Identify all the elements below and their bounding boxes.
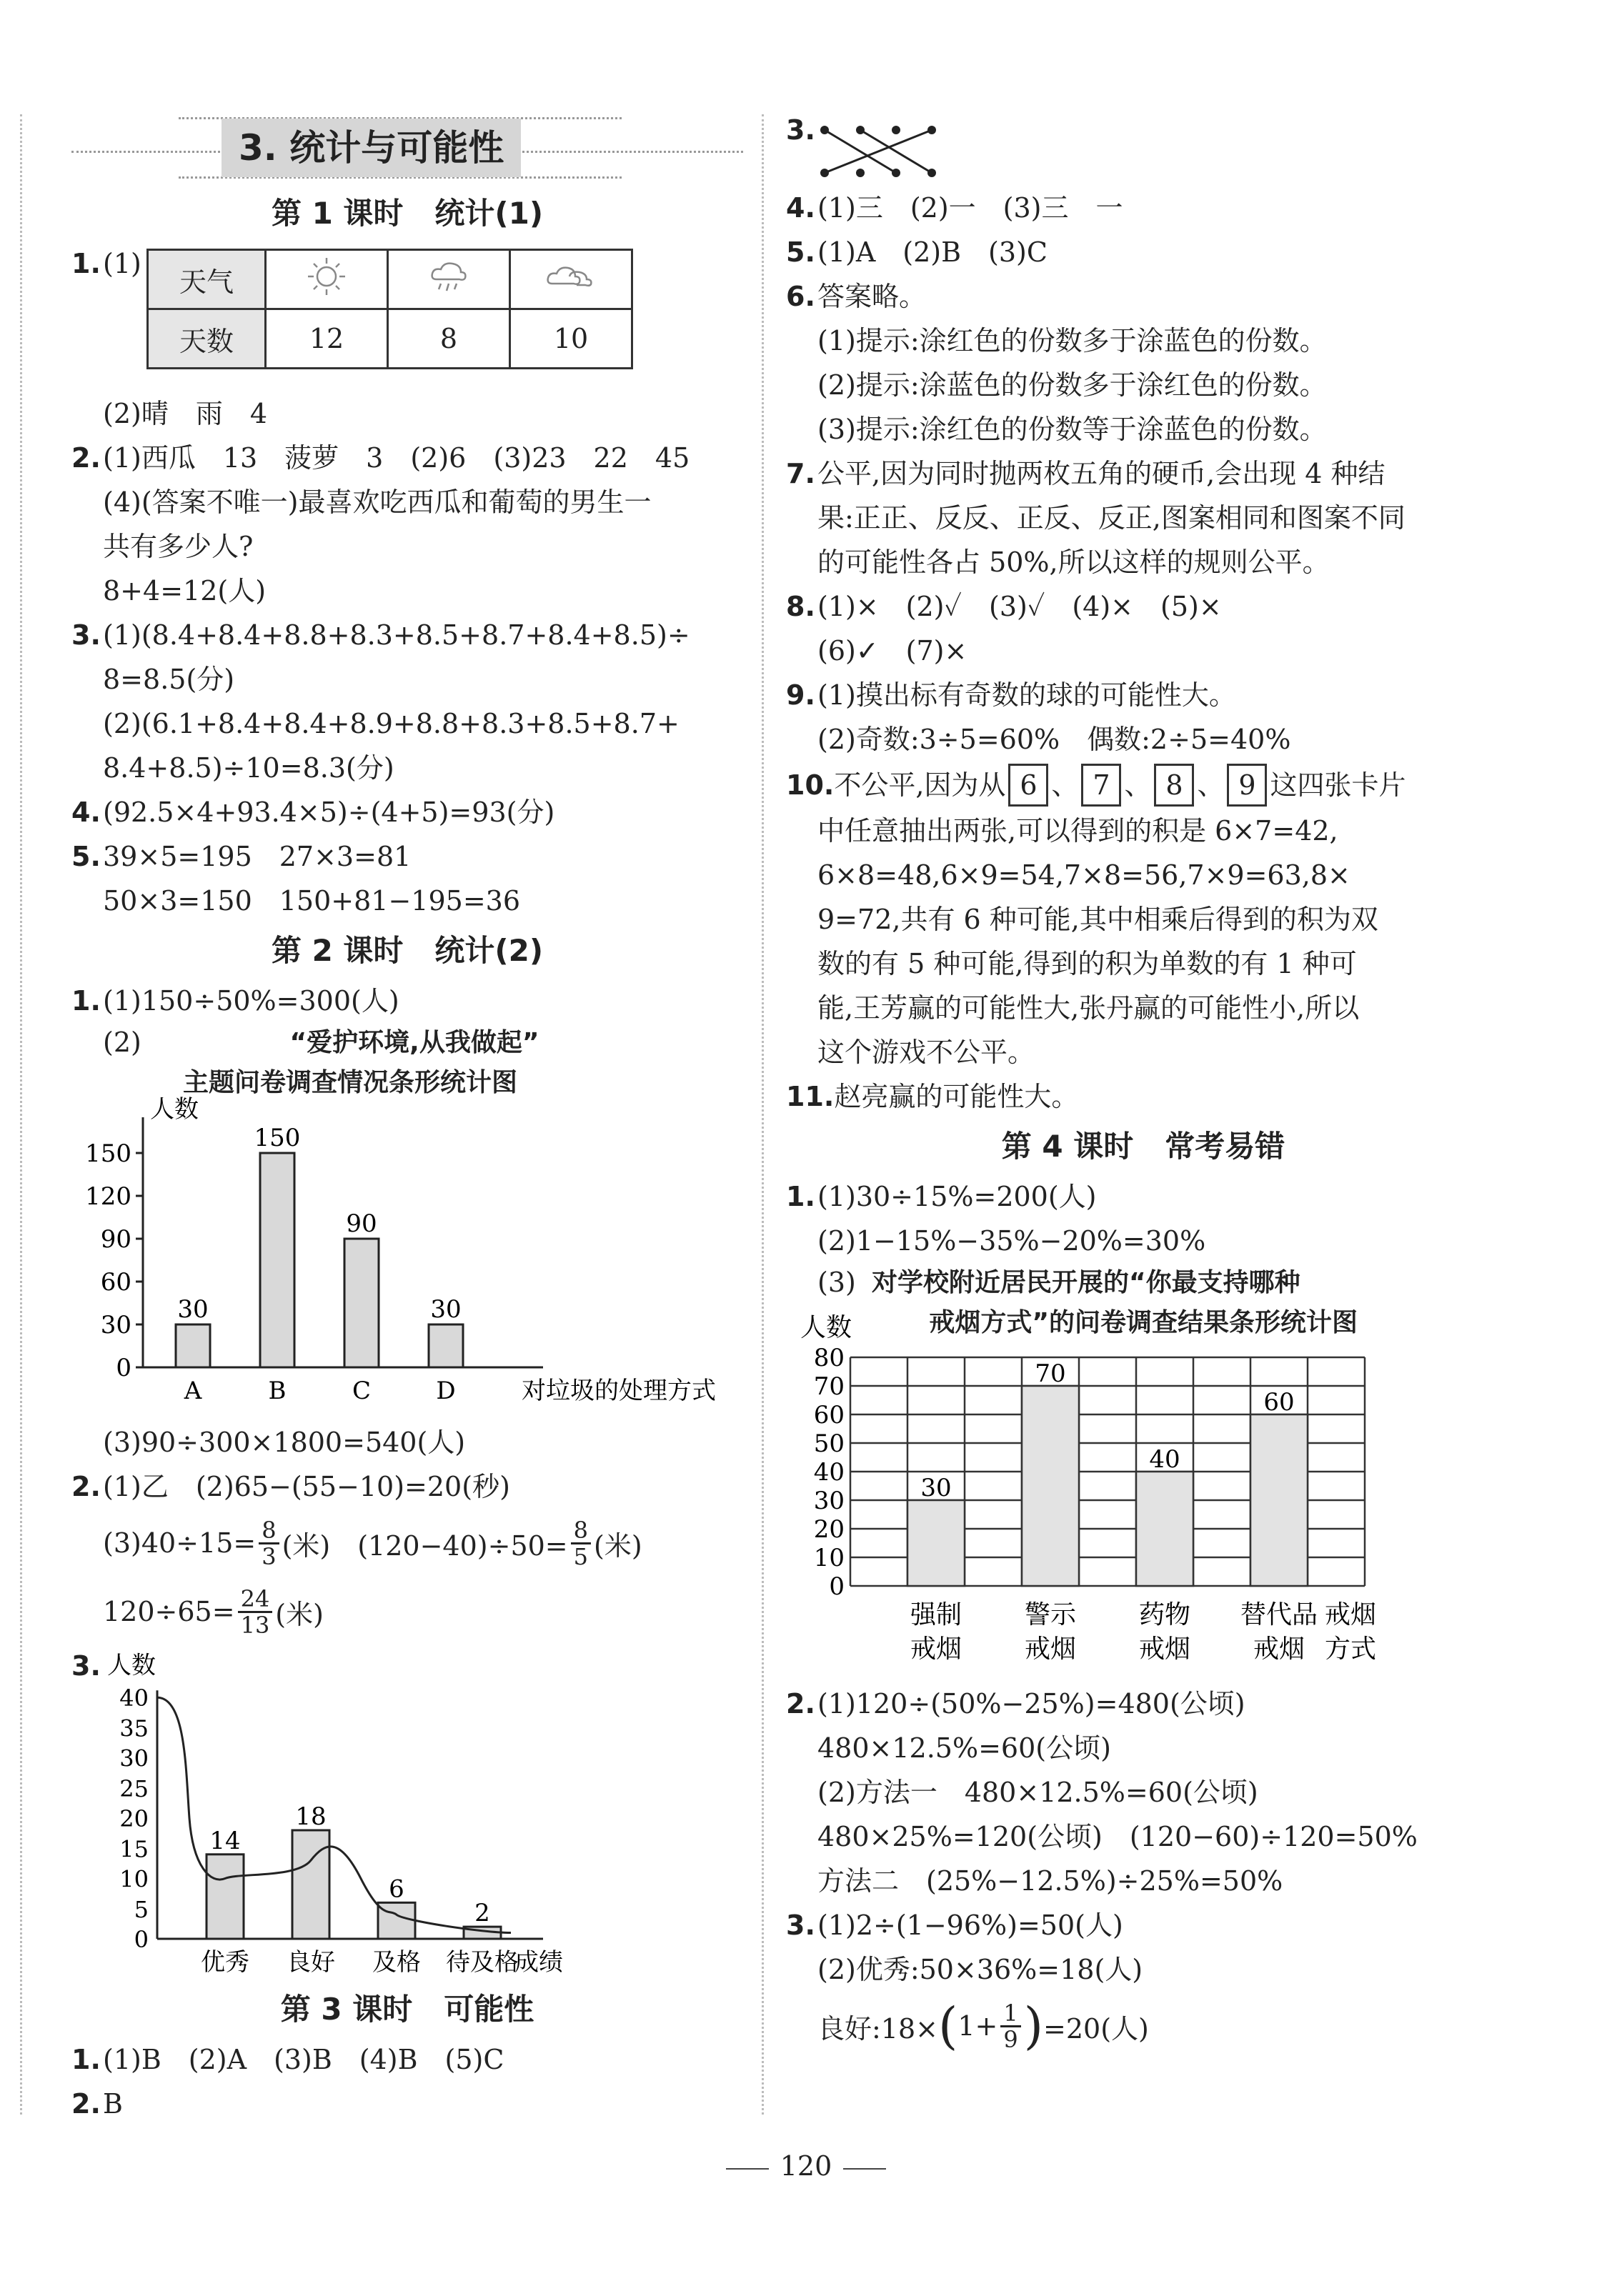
frac-den: 9 (1003, 2025, 1018, 2053)
l3-q11-num: 11. (786, 1081, 835, 1112)
y-tick-label: 30 (119, 1745, 149, 1772)
y-tick-label: 60 (100, 1268, 131, 1297)
data-label: 6 (389, 1875, 404, 1904)
fraction (1000, 2001, 1020, 2052)
weather-row (148, 250, 632, 309)
l2-q1-line1: (1)150÷50%=300(人) (103, 985, 399, 1017)
l1-q2-line: (4)(答案不唯一)最喜欢吃西瓜和葡萄的男生一 (103, 486, 652, 518)
number-card: 6 (1008, 764, 1048, 807)
l3-q4-text: (1)三 (2)一 (3)三 一 (817, 192, 1123, 224)
l3-q1-text: (1)B (2)A (3)B (4)B (5)C (103, 2044, 504, 2075)
l4-q3-line: (2)优秀:50×36%=18(人) (817, 1954, 1143, 1985)
l3-q1-num: 1. (71, 2044, 101, 2075)
l3-q10-sep: 、 (1197, 769, 1225, 801)
l4-q3-text: 1+ (957, 2010, 998, 2042)
l2-q2-text: (3)40÷15= (103, 1527, 257, 1559)
x-tick-label: 替代品 (1240, 1600, 1318, 1629)
l1-q2-line: 8+4=12(人) (103, 575, 267, 607)
y-axis-label: 人数 (150, 1095, 199, 1124)
l2-q2-line1: (1)乙 (2)65−(55−10)=20(秒) (103, 1471, 510, 1502)
l4-q1-num: 1. (786, 1181, 815, 1212)
x-tick-label: 及格 (372, 1948, 421, 1977)
cloudy-icon (510, 250, 632, 309)
l3-q7-line: 果:正正、反反、正反、反正,图案相同和图案不同 (817, 502, 1405, 534)
l3-q5-text: (1)A (2)B (3)C (817, 236, 1048, 268)
l1-q2-num: 2. (71, 442, 101, 474)
l4-q2-line: (1)120÷(50%−25%)=480(公顷) (817, 1688, 1245, 1719)
data-label: 2 (474, 1899, 490, 1928)
x-axis-label: 成绩 (514, 1948, 563, 1977)
y-tick-label: 70 (813, 1372, 845, 1401)
frac-num: 24 (238, 1587, 273, 1613)
l2-q1-num: 1. (71, 985, 101, 1017)
l3-q10-line: 中任意抽出两张,可以得到的积是 6×7=42, (817, 815, 1338, 847)
days-sunny: 12 (266, 309, 388, 369)
l3-q7-line: 公平,因为同时抛两枚五角的硬币,会出现 4 种结 (817, 458, 1385, 489)
l1-q3-line: (2)(6.1+8.4+8.4+8.9+8.8+8.3+8.5+8.7+ (103, 708, 680, 739)
x-tick-label: 待及格 (446, 1948, 519, 1977)
big-paren: ) (1023, 1997, 1044, 2055)
l3-q10-line: 9=72,共有 6 种可能,其中相乘后得到的积为双 (817, 904, 1378, 935)
l1-q2-line: 共有多少人? (103, 531, 254, 562)
x-tick-label: 戒烟 (1253, 1634, 1305, 1664)
y-tick-label: 50 (813, 1429, 845, 1458)
l2-q2-text: (米) (594, 1529, 642, 1562)
weather-table (146, 249, 633, 369)
bar (1250, 1414, 1308, 1586)
x-tick-label: A (184, 1377, 202, 1405)
frac-den: 13 (240, 1611, 270, 1639)
x-tick-label: D (436, 1377, 456, 1405)
garbage-chart (71, 1095, 743, 1417)
fraction (238, 1584, 273, 1639)
l3-q6-line: (3)提示:涂红色的份数等于涂蓝色的份数。 (817, 414, 1327, 445)
number-card: 9 (1227, 764, 1267, 807)
x-axis-label: 对垃圾的处理方式 (522, 1377, 716, 1405)
lesson-1-title: 第 1 课时 (271, 196, 404, 231)
l3-q2-text: B (103, 2088, 123, 2120)
page-number-text: 120 (780, 2150, 832, 2182)
frac-den: 3 (262, 1542, 277, 1570)
l1-q1-part1: (1) (103, 248, 141, 279)
x-axis-label: 方式 (1324, 1634, 1377, 1664)
l2-q3-num: 3. (71, 1650, 101, 1682)
l3-q8-num: 8. (786, 591, 815, 622)
days-row-label: 天数 (148, 309, 266, 369)
rain-icon (388, 250, 510, 309)
l2-q1-part2: (2) (103, 1027, 141, 1058)
days-row (148, 309, 632, 369)
y-tick-label: 20 (119, 1805, 149, 1833)
l2-q2-text: (米) (275, 1598, 324, 1630)
l3-q6-line: (1)提示:涂红色的份数多于涂蓝色的份数。 (817, 325, 1327, 356)
x-tick-label: 药物 (1138, 1600, 1191, 1629)
bar (207, 1855, 244, 1939)
l3-q3 (786, 114, 1501, 186)
l3-q2-num: 2. (71, 2088, 101, 2120)
l4-q2-line: 480×12.5%=60(公顷) (817, 1732, 1111, 1764)
y-tick-label: 0 (116, 1354, 131, 1382)
page-number (0, 2150, 1612, 2182)
l2-q1-part3: (3)90÷300×1800=540(人) (103, 1427, 466, 1458)
l4-q1-line: (1)30÷15%=200(人) (817, 1181, 1097, 1212)
bar (260, 1153, 294, 1367)
number-card: 7 (1081, 764, 1121, 807)
x-tick-label: 优秀 (201, 1948, 249, 1977)
lesson-1-heading (71, 186, 743, 241)
l2-q2-text: 120÷65= (103, 1596, 235, 1627)
y-tick-label: 90 (100, 1225, 131, 1254)
l3-q9-line: (1)摸出标有奇数的球的可能性大。 (817, 679, 1236, 711)
garbage-chart-title: “爱护环境,从我做起” (289, 1028, 539, 1057)
l4-q2-line: (2)方法一 480×12.5%=60(公顷) (817, 1777, 1258, 1808)
l3-q10-line: 数的有 5 种可能,得到的积为单数的有 1 种可 (817, 948, 1357, 979)
l1-q3-line: 8.4+8.5)÷10=8.3(分) (103, 752, 394, 784)
l3-q8-line: (6)✓ (7)× (817, 635, 967, 667)
l3-q4-num: 4. (786, 192, 815, 224)
l3-q6-line: (2)提示:涂蓝色的份数多于涂红色的份数。 (817, 369, 1327, 401)
data-label: 60 (1263, 1388, 1295, 1417)
lesson-2-topic: 统计(2) (434, 933, 544, 968)
l3-q9-num: 9. (786, 679, 815, 711)
garbage-chart-subtitle: 主题问卷调查情况条形统计图 (182, 1068, 517, 1097)
l2-q2-num: 2. (71, 1471, 101, 1502)
y-tick-label: 15 (119, 1835, 149, 1863)
x-tick-label: 戒烟 (1024, 1634, 1077, 1664)
number-card: 8 (1154, 764, 1194, 807)
l2-q2-text: (米) (120−40)÷50= (282, 1529, 568, 1562)
lesson-3-heading (71, 1982, 743, 2037)
frac-num: 1 (1000, 2001, 1020, 2027)
l4-q3-num: 3. (786, 1910, 815, 1941)
big-paren: ( (938, 1997, 958, 2055)
data-label: 30 (430, 1295, 462, 1324)
data-label: 90 (346, 1209, 377, 1238)
l1-q3-line: 8=8.5(分) (103, 664, 235, 695)
bar (1022, 1386, 1079, 1586)
y-axis-label: 人数 (800, 1313, 852, 1342)
sunny-icon (266, 250, 388, 309)
l1-q5-line: 39×5=195 27×3=81 (103, 841, 412, 872)
bar (344, 1239, 379, 1367)
lesson-3-topic: 可能性 (444, 1992, 534, 2027)
lesson-4-title: 第 4 课时 (1001, 1129, 1134, 1164)
lesson-2-heading (71, 923, 743, 979)
l4-q3-text: 良好:18× (817, 2012, 938, 2045)
y-tick-label: 35 (119, 1714, 149, 1742)
l4-q2-line: 方法二 (25%−12.5%)÷25%=50% (817, 1865, 1283, 1897)
l3-q10-line: 能,王芳赢的可能性大,张丹赢的可能性小,所以 (817, 992, 1360, 1024)
section-title: 3. 统计与可能性 (222, 119, 521, 177)
l4-q3-last (786, 1992, 1501, 2060)
l4-q3-line: (1)2÷(1−96%)=50(人) (817, 1910, 1123, 1941)
frac-num: 8 (571, 1518, 591, 1544)
bar (378, 1902, 415, 1939)
y-tick-label: 30 (100, 1311, 131, 1339)
bar (292, 1830, 329, 1939)
l3-q10-num: 10. (786, 769, 835, 801)
frac-num: 8 (259, 1518, 279, 1544)
data-label: 18 (295, 1802, 327, 1831)
y-tick-label: 5 (134, 1895, 149, 1923)
l3-q11-text: 赵亮赢的可能性大。 (834, 1081, 1079, 1112)
fraction (571, 1518, 591, 1569)
l4-q1-part3: (3) (817, 1267, 856, 1298)
y-axis-label: 人数 (107, 1651, 156, 1680)
y-tick-label: 10 (119, 1865, 149, 1893)
l3-q6-num: 6. (786, 281, 815, 312)
right-column (786, 114, 1501, 2060)
l1-q2-line: (1)西瓜 13 菠萝 3 (2)6 (3)23 22 45 (103, 442, 690, 474)
l3-q10-tail: 这四张卡片 (1270, 769, 1406, 801)
l1-q3-num: 3. (71, 619, 101, 651)
data-label: 30 (177, 1295, 209, 1324)
x-tick-label: 警示 (1024, 1600, 1077, 1629)
data-label: 70 (1035, 1359, 1066, 1388)
l3-q3-num: 3. (786, 114, 815, 146)
y-tick-label: 40 (813, 1458, 845, 1487)
data-label: 40 (1149, 1445, 1180, 1474)
l1-q1 (71, 241, 743, 391)
days-rain: 8 (388, 309, 510, 369)
matching-lines-diagram (817, 123, 946, 180)
weather-row-label: 天气 (148, 250, 266, 309)
l1-q5-line: 50×3=150 150+81−195=36 (103, 885, 521, 917)
x-tick-label: 戒烟 (910, 1634, 962, 1664)
y-tick-label: 10 (813, 1544, 845, 1572)
l1-q3-line: (1)(8.4+8.4+8.8+8.3+8.5+8.7+8.4+8.5)÷ (103, 619, 690, 651)
l2-q2-line2 (71, 1509, 743, 1577)
l2-q2-line3 (71, 1577, 743, 1646)
l4-q3-text: =20(人) (1043, 2012, 1149, 2045)
x-axis-label: 戒烟 (1324, 1600, 1377, 1629)
bar (429, 1324, 463, 1367)
section-banner (71, 107, 743, 186)
l3-q6-line: 答案略。 (817, 281, 927, 312)
smoking-chart-title-2: 戒烟方式”的问卷调查结果条形统计图 (929, 1308, 1358, 1337)
y-tick-label: 60 (813, 1401, 845, 1429)
days-cloudy: 10 (510, 309, 632, 369)
lesson-4-topic: 常考易错 (1165, 1129, 1285, 1164)
y-tick-label: 0 (829, 1572, 845, 1601)
l1-q4-num: 4. (71, 797, 101, 828)
data-label: 30 (920, 1474, 952, 1502)
l4-q2-num: 2. (786, 1688, 815, 1719)
l1-q1-part2: (2)晴 雨 4 (103, 398, 268, 429)
lesson-1-topic: 统计(1) (434, 196, 544, 231)
left-column (71, 107, 743, 2126)
x-tick-label: 戒烟 (1138, 1634, 1191, 1664)
fraction (259, 1518, 279, 1569)
y-tick-label: 40 (119, 1684, 149, 1712)
l3-q9-line: (2)奇数:3÷5=60% 偶数:2÷5=40% (817, 724, 1291, 755)
y-tick-label: 20 (813, 1515, 845, 1544)
y-tick-label: 0 (134, 1926, 149, 1953)
data-label: 14 (209, 1826, 241, 1855)
y-tick-label: 80 (813, 1344, 845, 1372)
y-tick-label: 120 (85, 1182, 131, 1211)
l3-q10-line: 6×8=48,6×9=54,7×8=56,7×9=63,8× (817, 859, 1350, 891)
l4-q1-line: (2)1−15%−35%−20%=30% (817, 1225, 1206, 1257)
l3-q5-num: 5. (786, 236, 815, 268)
x-tick-label: 良好 (287, 1948, 335, 1977)
y-tick-label: 30 (813, 1487, 845, 1515)
l3-q7-line: 的可能性各占 50%,所以这样的规则公平。 (817, 546, 1330, 578)
frac-den: 5 (573, 1542, 588, 1570)
bar (176, 1324, 210, 1367)
bar (1136, 1472, 1193, 1586)
l1-q4-text: (92.5×4+93.4×5)÷(4+5)=93(分) (103, 797, 555, 828)
l2-q3 (71, 1646, 743, 1982)
l3-q10-sep: 、 (1051, 769, 1079, 801)
grades-chart (100, 1646, 729, 1982)
l3-q8-line: (1)× (2)✓ (3)✓ (4)× (5)× (817, 591, 1222, 622)
l3-q7-num: 7. (786, 458, 815, 489)
lesson-2-title: 第 2 课时 (271, 933, 404, 968)
x-tick-label: C (352, 1377, 372, 1405)
l3-q10-lead: 不公平,因为从 (834, 769, 1006, 801)
lesson-3-title: 第 3 课时 (280, 1992, 413, 2027)
l3-q10-first (786, 762, 1501, 809)
smoking-chart-title: 对学校附近居民开展的“你最支持哪种 (872, 1268, 1300, 1297)
data-label: 150 (254, 1124, 301, 1152)
x-tick-label: 强制 (910, 1600, 962, 1629)
lesson-4-heading (786, 1119, 1501, 1174)
l1-q1-num: 1. (71, 248, 101, 279)
l4-q2-line: 480×25%=120(公顷) (120−60)÷120=50% (817, 1821, 1418, 1852)
y-tick-label: 25 (119, 1775, 149, 1802)
l3-q10-sep: 、 (1124, 769, 1152, 801)
x-tick-label: B (268, 1377, 287, 1405)
l3-q10-line: 这个游戏不公平。 (817, 1037, 1035, 1068)
y-tick-label: 150 (85, 1139, 131, 1168)
l1-q5-num: 5. (71, 841, 101, 872)
bar (907, 1500, 965, 1586)
